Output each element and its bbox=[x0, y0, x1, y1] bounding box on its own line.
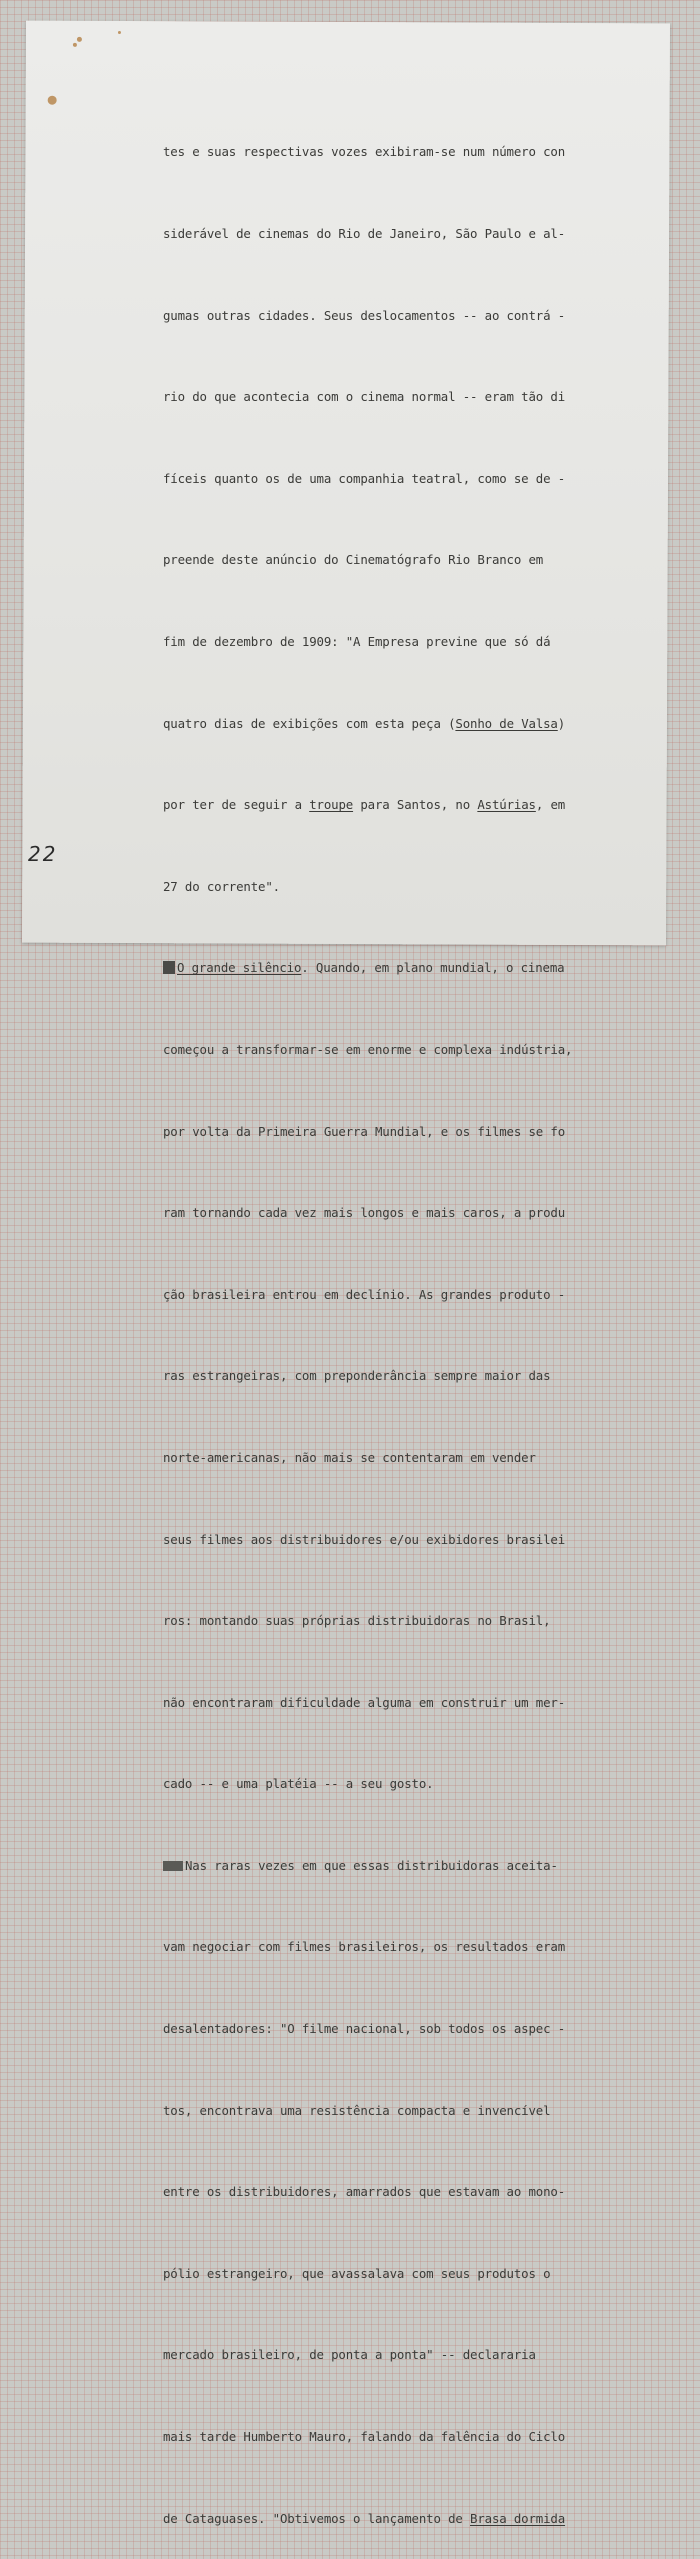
paragraph-mark-icon bbox=[163, 961, 175, 974]
text-line: siderável de cinemas do Rio de Janeiro, São Paulo e al- bbox=[163, 226, 566, 241]
text-line: ras estrangeiras, com preponderância sempre maior das bbox=[163, 1368, 551, 1384]
text-fragment: quatro dias de exibições com esta peça ( bbox=[163, 715, 456, 731]
text-line: desalentadores: "O filme nacional, sob todos os aspec - bbox=[163, 2021, 566, 2037]
film-title: Sonho de Valsa bbox=[455, 715, 558, 731]
text-line: tos, encontrava uma resistência compacta e invencível bbox=[163, 2102, 551, 2118]
text-line: pólio estrangeiro, que avassalava com seus produtos o bbox=[163, 2265, 551, 2281]
text-line: norte-americanas, não mais se contentaram em vender bbox=[163, 1449, 536, 1465]
stain-mark bbox=[77, 37, 82, 42]
text-line: gumas outras cidades. Seus deslocamentos -- ao contrá - bbox=[163, 307, 566, 323]
paragraph-mark-icon bbox=[163, 1861, 183, 1871]
text-line: preende deste anúncio do Cinematógrafo Rio Branco em bbox=[163, 552, 544, 568]
text-line: ção brasileira entrou em declínio. As grandes produto - bbox=[163, 1286, 566, 1302]
text-line bbox=[163, 710, 613, 737]
text-fragment: por ter de seguir a bbox=[163, 797, 310, 813]
text-line: fim de dezembro de 1909: "A Empresa previne que só dá bbox=[163, 633, 551, 649]
text-line: seus filmes aos distribuidores e/ou exibidores brasilei bbox=[163, 1531, 566, 1547]
text-line: rio do que acontecia com o cinema normal -- eram tão di bbox=[163, 389, 566, 405]
text-line: por volta da Primeira Guerra Mundial, e os filmes se fo bbox=[163, 1123, 566, 1139]
typewritten-body bbox=[163, 84, 613, 2559]
text-fragment: de Cataguases. "Obtivemos o lançamento de bbox=[163, 2510, 471, 2526]
text-fragment: Nas raras vezes em que essas distribuidoras aceita- bbox=[185, 1857, 558, 1873]
text-line: tes e suas respectivas vozes exibiram-se num número con bbox=[163, 144, 566, 160]
stain-mark bbox=[48, 96, 57, 105]
text-line bbox=[163, 791, 613, 818]
text-line bbox=[163, 1852, 613, 1879]
underlined-word: troupe bbox=[309, 797, 354, 813]
text-line: ros: montando suas próprias distribuidoras no Brasil, bbox=[163, 1613, 551, 1629]
text-line: começou a transformar-se em enorme e complexa indústria, bbox=[163, 1041, 573, 1057]
text-line bbox=[163, 954, 613, 981]
text-line: cado -- e uma platéia -- a seu gosto. bbox=[163, 1776, 434, 1792]
stain-mark bbox=[73, 43, 77, 47]
underlined-word: Astúrias bbox=[477, 797, 536, 813]
text-line: vam negociar com filmes brasileiros, os resultados eram bbox=[163, 1939, 566, 1955]
text-fragment: , em bbox=[535, 797, 566, 813]
text-line: mercado brasileiro, de ponta a ponta" -- declararia bbox=[163, 2347, 536, 2363]
text-line: fíceis quanto os de uma companhia teatral, como se de - bbox=[163, 470, 566, 486]
text-line: não encontraram dificuldade alguma em construir um mer- bbox=[163, 1694, 566, 1710]
section-heading: O grande silêncio bbox=[177, 960, 302, 976]
text-line: entre os distribuidores, amarrados que estavam ao mono- bbox=[163, 2184, 566, 2200]
text-fragment: . Quando, em plano mundial, o cinema bbox=[301, 960, 565, 976]
text-line: mais tarde Humberto Mauro, falando da falência do Ciclo bbox=[163, 2429, 566, 2445]
text-line: ram tornando cada vez mais longos e mais caros, a produ bbox=[163, 1205, 566, 1221]
stain-mark bbox=[118, 31, 121, 34]
handwritten-page-number: 22 bbox=[28, 842, 58, 866]
text-line bbox=[163, 2505, 613, 2532]
text-fragment: ) bbox=[557, 715, 566, 731]
text-line: 27 do corrente". bbox=[163, 878, 280, 894]
film-title: Brasa dormida bbox=[470, 2510, 566, 2526]
text-fragment: para Santos, no bbox=[353, 797, 478, 813]
